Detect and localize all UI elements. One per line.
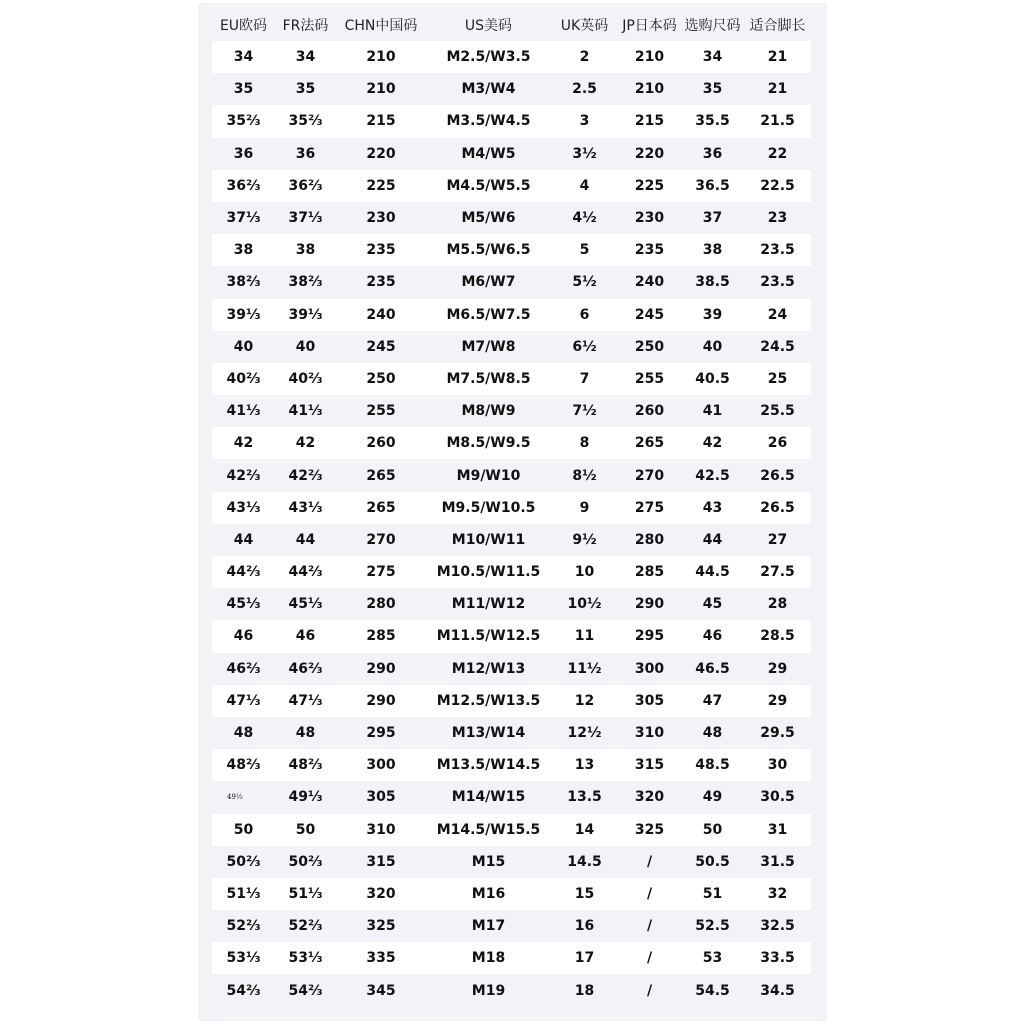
cell-fr: 46⅔ [275, 653, 336, 685]
cell-us: M13.5/W14.5 [426, 749, 551, 781]
cell-select-size: 54.5 [681, 974, 744, 1006]
cell-foot-length: 23.5 [744, 234, 811, 266]
cell-eu: 40 [212, 331, 275, 363]
cell-uk: 18 [551, 974, 618, 1006]
cell-us: M3/W4 [426, 73, 551, 105]
table-header [212, 8, 811, 41]
cell-select-size: 46.5 [681, 653, 744, 685]
cell-chn: 250 [336, 363, 426, 395]
cell-select-size: 42.5 [681, 459, 744, 491]
cell-eu: 38⅔ [212, 266, 275, 298]
cell-select-size: 38 [681, 234, 744, 266]
table-row [212, 878, 811, 910]
cell-uk: 7½ [551, 395, 618, 427]
cell-foot-length: 26.5 [744, 492, 811, 524]
cell-chn: 245 [336, 331, 426, 363]
cell-jp: 300 [618, 653, 681, 685]
cell-select-size: 37 [681, 202, 744, 234]
cell-uk: 6½ [551, 331, 618, 363]
cell-foot-length: 32 [744, 878, 811, 910]
cell-fr: 38 [275, 234, 336, 266]
cell-foot-length: 23 [744, 202, 811, 234]
cell-foot-length: 22 [744, 138, 811, 170]
cell-uk: 2.5 [551, 73, 618, 105]
cell-eu: 48 [212, 717, 275, 749]
cell-foot-length: 24.5 [744, 331, 811, 363]
cell-foot-length: 27.5 [744, 556, 811, 588]
table-row [212, 138, 811, 170]
header-jp: JP日本码 [622, 17, 677, 34]
table-row [212, 588, 811, 620]
cell-select-size: 46 [681, 620, 744, 652]
table-body [212, 41, 811, 1007]
cell-eu: 48⅔ [212, 749, 275, 781]
cell-jp: 270 [618, 459, 681, 491]
cell-eu: 47⅓ [212, 685, 275, 717]
cell-us: M10.5/W11.5 [426, 556, 551, 588]
cell-foot-length: 33.5 [744, 942, 811, 974]
cell-foot-length: 32.5 [744, 910, 811, 942]
cell-uk: 11½ [551, 653, 618, 685]
cell-foot-length: 28 [744, 588, 811, 620]
cell-uk: 12 [551, 685, 618, 717]
cell-chn: 270 [336, 524, 426, 556]
table-row [212, 620, 811, 652]
cell-fr: 45⅓ [275, 588, 336, 620]
cell-foot-length: 25 [744, 363, 811, 395]
cell-jp: 260 [618, 395, 681, 427]
cell-chn: 345 [336, 974, 426, 1006]
cell-chn: 335 [336, 942, 426, 974]
cell-eu: 46 [212, 620, 275, 652]
cell-fr: 36 [275, 138, 336, 170]
cell-chn: 315 [336, 846, 426, 878]
table-row [212, 427, 811, 459]
cell-uk: 16 [551, 910, 618, 942]
cell-foot-length: 22.5 [744, 170, 811, 202]
cell-eu: 43⅓ [212, 492, 275, 524]
cell-uk: 9½ [551, 524, 618, 556]
cell-jp: 290 [618, 588, 681, 620]
cell-fr: 54⅔ [275, 974, 336, 1006]
cell-us: M17 [426, 910, 551, 942]
cell-eu: 38 [212, 234, 275, 266]
cell-chn: 240 [336, 299, 426, 331]
cell-chn: 290 [336, 653, 426, 685]
cell-select-size: 48 [681, 717, 744, 749]
cell-fr: 35⅔ [275, 105, 336, 137]
cell-us: M6/W7 [426, 266, 551, 298]
table-row [212, 331, 811, 363]
table-row [212, 73, 811, 105]
cell-chn: 255 [336, 395, 426, 427]
cell-uk: 7 [551, 363, 618, 395]
cell-jp: 280 [618, 524, 681, 556]
header-fr: FR法码 [282, 17, 329, 34]
cell-us: M14/W15 [426, 781, 551, 813]
cell-uk: 14.5 [551, 846, 618, 878]
table-row [212, 170, 811, 202]
cell-foot-length: 31 [744, 814, 811, 846]
cell-chn: 295 [336, 717, 426, 749]
cell-uk: 10½ [551, 588, 618, 620]
cell-uk: 8½ [551, 459, 618, 491]
cell-jp: 250 [618, 331, 681, 363]
cell-fr: 52⅔ [275, 910, 336, 942]
cell-jp: 285 [618, 556, 681, 588]
cell-jp: 295 [618, 620, 681, 652]
cell-fr: 50 [275, 814, 336, 846]
cell-uk: 10 [551, 556, 618, 588]
cell-us: M12.5/W13.5 [426, 685, 551, 717]
cell-eu: 51⅓ [212, 878, 275, 910]
header-chn: CHN中国码 [344, 17, 418, 34]
header-eu: EU欧码 [219, 17, 268, 34]
cell-foot-length: 24 [744, 299, 811, 331]
table-row [212, 974, 811, 1006]
cell-us: M11/W12 [426, 588, 551, 620]
table-row [212, 492, 811, 524]
cell-uk: 3 [551, 105, 618, 137]
cell-eu: 50⅔ [212, 846, 275, 878]
cell-us: M5.5/W6.5 [426, 234, 551, 266]
cell-chn: 290 [336, 685, 426, 717]
cell-select-size: 47 [681, 685, 744, 717]
cell-foot-length: 21 [744, 73, 811, 105]
cell-fr: 39⅓ [275, 299, 336, 331]
cell-fr: 41⅓ [275, 395, 336, 427]
cell-foot-length: 29.5 [744, 717, 811, 749]
cell-uk: 3½ [551, 138, 618, 170]
cell-foot-length: 31.5 [744, 846, 811, 878]
cell-uk: 8 [551, 427, 618, 459]
cell-fr: 48 [275, 717, 336, 749]
cell-select-size: 50 [681, 814, 744, 846]
cell-fr: 49⅓ [275, 781, 336, 813]
cell-eu: 52⅔ [212, 910, 275, 942]
cell-chn: 260 [336, 427, 426, 459]
cell-select-size: 53 [681, 942, 744, 974]
cell-chn: 210 [336, 73, 426, 105]
table-row [212, 202, 811, 234]
cell-us: M15 [426, 846, 551, 878]
cell-uk: 4½ [551, 202, 618, 234]
cell-fr: 40 [275, 331, 336, 363]
table-row [212, 105, 811, 137]
cell-fr: 37⅓ [275, 202, 336, 234]
cell-select-size: 35 [681, 73, 744, 105]
cell-eu: 45⅓ [212, 588, 275, 620]
cell-us: M12/W13 [426, 653, 551, 685]
cell-foot-length: 21 [744, 41, 811, 73]
header-foot-length: 适合脚长 [749, 17, 806, 34]
table-row [212, 556, 811, 588]
cell-foot-length: 23.5 [744, 266, 811, 298]
cell-fr: 46 [275, 620, 336, 652]
cell-us: M10/W11 [426, 524, 551, 556]
cell-eu: 41⅓ [212, 395, 275, 427]
table-row [212, 846, 811, 878]
cell-chn: 215 [336, 105, 426, 137]
cell-uk: 15 [551, 878, 618, 910]
cell-eu: 34 [212, 41, 275, 73]
cell-select-size: 38.5 [681, 266, 744, 298]
cell-chn: 230 [336, 202, 426, 234]
cell-jp: 265 [618, 427, 681, 459]
cell-us: M7/W8 [426, 331, 551, 363]
cell-select-size: 44 [681, 524, 744, 556]
cell-select-size: 45 [681, 588, 744, 620]
cell-eu: 44⅔ [212, 556, 275, 588]
cell-foot-length: 27 [744, 524, 811, 556]
cell-select-size: 49 [681, 781, 744, 813]
cell-eu: 53⅓ [212, 942, 275, 974]
cell-eu: 35 [212, 73, 275, 105]
cell-us: M14.5/W15.5 [426, 814, 551, 846]
table-row [212, 363, 811, 395]
cell-us: M11.5/W12.5 [426, 620, 551, 652]
cell-select-size: 35.5 [681, 105, 744, 137]
table-row [212, 395, 811, 427]
cell-select-size: 39 [681, 299, 744, 331]
table-row [212, 653, 811, 685]
cell-select-size: 40 [681, 331, 744, 363]
cell-chn: 220 [336, 138, 426, 170]
cell-fr: 43⅓ [275, 492, 336, 524]
cell-chn: 300 [336, 749, 426, 781]
cell-eu: 36⅔ [212, 170, 275, 202]
table-row [212, 781, 811, 813]
cell-foot-length: 30 [744, 749, 811, 781]
cell-jp: 320 [618, 781, 681, 813]
cell-us: M16 [426, 878, 551, 910]
cell-foot-length: 34.5 [744, 974, 811, 1006]
cell-uk: 13.5 [551, 781, 618, 813]
cell-fr: 42 [275, 427, 336, 459]
table-row [212, 814, 811, 846]
cell-us: M9.5/W10.5 [426, 492, 551, 524]
cell-eu: 40⅔ [212, 363, 275, 395]
cell-us: M13/W14 [426, 717, 551, 749]
cell-fr: 47⅓ [275, 685, 336, 717]
cell-jp: 210 [618, 41, 681, 73]
cell-us: M7.5/W8.5 [426, 363, 551, 395]
cell-jp: 275 [618, 492, 681, 524]
cell-us: M19 [426, 974, 551, 1006]
cell-chn: 305 [336, 781, 426, 813]
cell-jp: 310 [618, 717, 681, 749]
cell-uk: 14 [551, 814, 618, 846]
table-row [212, 685, 811, 717]
cell-chn: 265 [336, 492, 426, 524]
cell-us: M3.5/W4.5 [426, 105, 551, 137]
cell-jp: 220 [618, 138, 681, 170]
table-row [212, 717, 811, 749]
header-us: US美码 [464, 17, 513, 34]
table-row [212, 749, 811, 781]
cell-fr: 44⅔ [275, 556, 336, 588]
cell-fr: 38⅔ [275, 266, 336, 298]
cell-eu: 39⅓ [212, 299, 275, 331]
cell-chn: 280 [336, 588, 426, 620]
cell-fr: 35 [275, 73, 336, 105]
cell-jp: 235 [618, 234, 681, 266]
cell-jp: 230 [618, 202, 681, 234]
cell-jp: 255 [618, 363, 681, 395]
cell-select-size: 48.5 [681, 749, 744, 781]
cell-foot-length: 26 [744, 427, 811, 459]
cell-select-size: 50.5 [681, 846, 744, 878]
cell-eu: 35⅔ [212, 105, 275, 137]
cell-eu: 42 [212, 427, 275, 459]
table-row [212, 266, 811, 298]
cell-foot-length: 26.5 [744, 459, 811, 491]
cell-us: M8.5/W9.5 [426, 427, 551, 459]
cell-uk: 4 [551, 170, 618, 202]
cell-foot-length: 25.5 [744, 395, 811, 427]
cell-chn: 210 [336, 41, 426, 73]
cell-chn: 235 [336, 234, 426, 266]
cell-uk: 2 [551, 41, 618, 73]
cell-fr: 34 [275, 41, 336, 73]
table-row [212, 299, 811, 331]
cell-foot-length: 29 [744, 653, 811, 685]
cell-jp: / [618, 878, 681, 910]
cell-eu: 42⅔ [212, 459, 275, 491]
table-row [212, 234, 811, 266]
cell-us: M2.5/W3.5 [426, 41, 551, 73]
cell-select-size: 40.5 [681, 363, 744, 395]
cell-jp: / [618, 974, 681, 1006]
cell-eu: 54⅔ [212, 974, 275, 1006]
cell-uk: 13 [551, 749, 618, 781]
table-row [212, 942, 811, 974]
cell-fr: 44 [275, 524, 336, 556]
cell-foot-length: 30.5 [744, 781, 811, 813]
cell-uk: 11 [551, 620, 618, 652]
cell-fr: 53⅓ [275, 942, 336, 974]
cell-chn: 310 [336, 814, 426, 846]
cell-jp: 245 [618, 299, 681, 331]
cell-foot-length: 29 [744, 685, 811, 717]
table-row [212, 524, 811, 556]
cell-fr: 50⅔ [275, 846, 336, 878]
cell-select-size: 36 [681, 138, 744, 170]
cell-jp: 305 [618, 685, 681, 717]
cell-jp: 215 [618, 105, 681, 137]
cell-eu: 36 [212, 138, 275, 170]
cell-jp: / [618, 846, 681, 878]
cell-uk: 12½ [551, 717, 618, 749]
cell-chn: 235 [336, 266, 426, 298]
cell-us: M9/W10 [426, 459, 551, 491]
cell-uk: 6 [551, 299, 618, 331]
cell-uk: 17 [551, 942, 618, 974]
cell-uk: 9 [551, 492, 618, 524]
cell-select-size: 52.5 [681, 910, 744, 942]
cell-select-size: 34 [681, 41, 744, 73]
cell-eu: 46⅔ [212, 653, 275, 685]
header-uk: UK英码 [560, 17, 609, 34]
cell-fr: 48⅔ [275, 749, 336, 781]
cell-select-size: 44.5 [681, 556, 744, 588]
table-row [212, 459, 811, 491]
cell-us: M4.5/W5.5 [426, 170, 551, 202]
header-select-size: 选购尺码 [684, 17, 741, 34]
cell-eu: 37⅓ [212, 202, 275, 234]
cell-us: M8/W9 [426, 395, 551, 427]
cell-jp: 225 [618, 170, 681, 202]
cell-eu: 49⅓ [212, 781, 275, 813]
cell-fr: 51⅓ [275, 878, 336, 910]
cell-chn: 320 [336, 878, 426, 910]
header-row [212, 8, 811, 41]
cell-chn: 225 [336, 170, 426, 202]
cell-jp: 325 [618, 814, 681, 846]
cell-us: M18 [426, 942, 551, 974]
cell-uk: 5 [551, 234, 618, 266]
cell-foot-length: 28.5 [744, 620, 811, 652]
cell-chn: 285 [336, 620, 426, 652]
cell-us: M4/W5 [426, 138, 551, 170]
cell-jp: 210 [618, 73, 681, 105]
cell-us: M6.5/W7.5 [426, 299, 551, 331]
cell-jp: / [618, 910, 681, 942]
cell-eu: 44 [212, 524, 275, 556]
shoe-size-table [212, 8, 811, 1007]
cell-select-size: 36.5 [681, 170, 744, 202]
cell-eu: 50 [212, 814, 275, 846]
table-row [212, 41, 811, 73]
cell-select-size: 51 [681, 878, 744, 910]
cell-foot-length: 21.5 [744, 105, 811, 137]
cell-jp: / [618, 942, 681, 974]
cell-chn: 275 [336, 556, 426, 588]
cell-jp: 240 [618, 266, 681, 298]
cell-fr: 36⅔ [275, 170, 336, 202]
cell-jp: 315 [618, 749, 681, 781]
cell-chn: 325 [336, 910, 426, 942]
cell-fr: 40⅔ [275, 363, 336, 395]
table-row [212, 910, 811, 942]
cell-select-size: 41 [681, 395, 744, 427]
cell-select-size: 43 [681, 492, 744, 524]
cell-chn: 265 [336, 459, 426, 491]
cell-us: M5/W6 [426, 202, 551, 234]
cell-select-size: 42 [681, 427, 744, 459]
cell-uk: 5½ [551, 266, 618, 298]
cell-fr: 42⅔ [275, 459, 336, 491]
